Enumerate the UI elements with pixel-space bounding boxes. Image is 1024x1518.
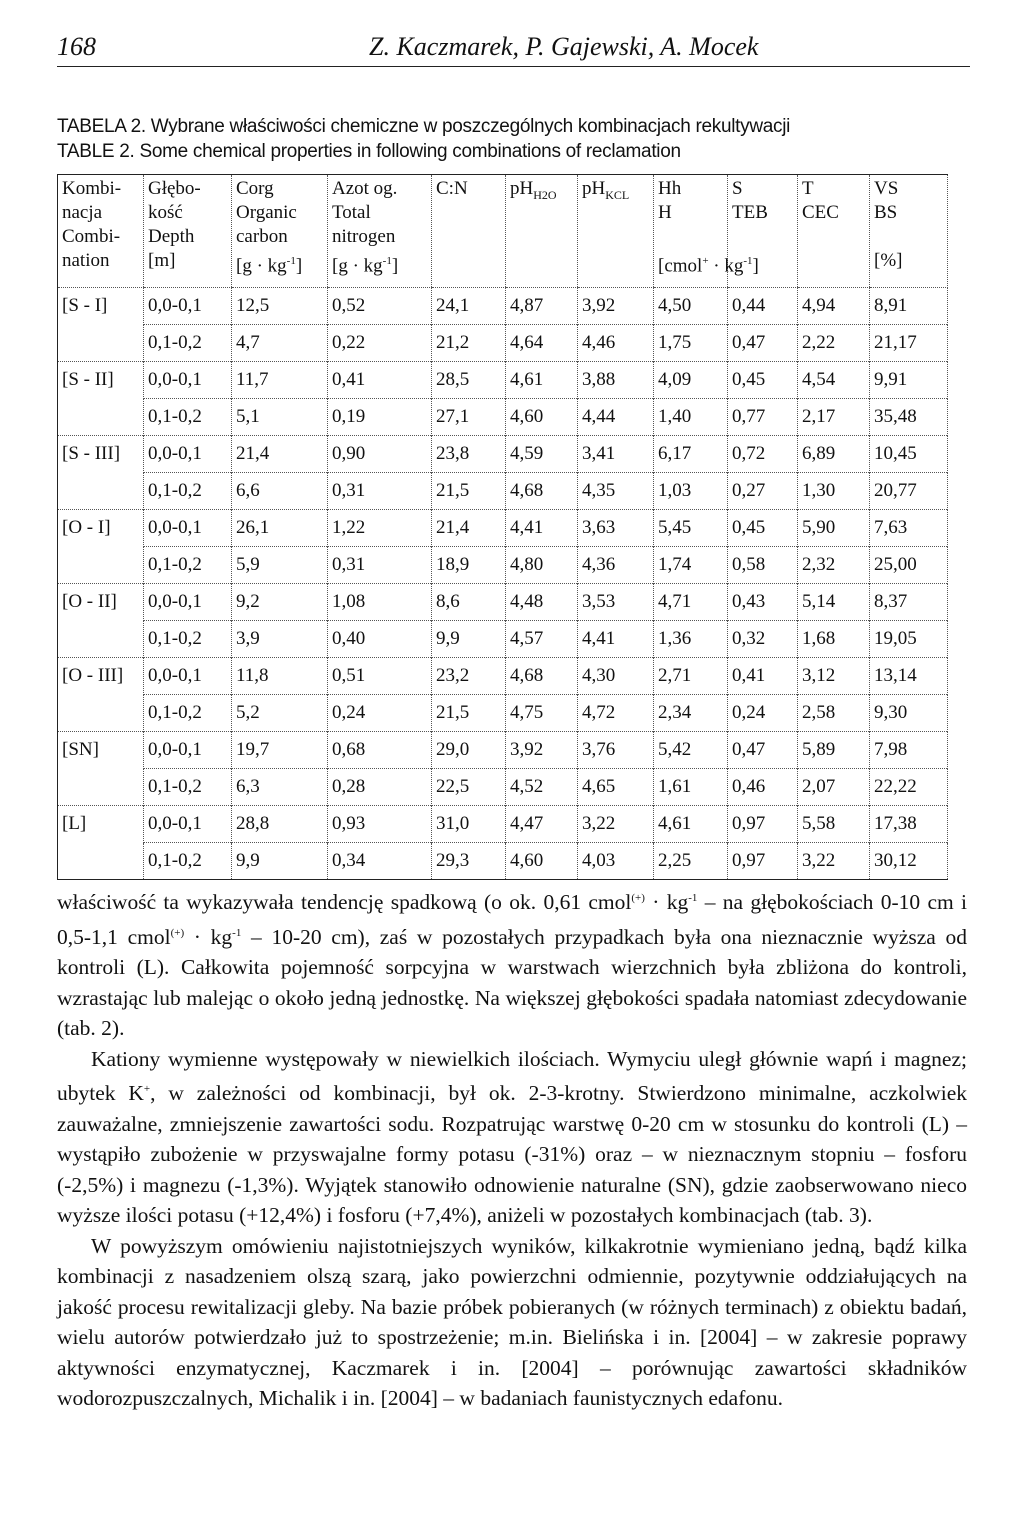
- cell-base-saturation: 13,14: [870, 658, 948, 695]
- cell-cec: 2,17: [798, 399, 870, 436]
- cell-ph-kcl: 3,76: [578, 732, 654, 769]
- cell-organic-carbon: 12,5: [232, 288, 328, 325]
- table-row: [58, 769, 948, 806]
- cell-teb: 0,45: [728, 362, 798, 399]
- cell-organic-carbon: 19,7: [232, 732, 328, 769]
- cell-cec: 2,07: [798, 769, 870, 806]
- cell-teb: 0,27: [728, 473, 798, 510]
- cell-depth: 0,1-0,2: [144, 473, 232, 510]
- cell-total-nitrogen: 0,51: [328, 658, 432, 695]
- header-teb: S TEB: [728, 175, 798, 288]
- paragraph-1: właściwość ta wykazywała tendencję spadkową (o ok. 0,61 cmol(+) · $kg^{-1}$ – na głębokościach 0-10 cm i 0,5-1,1 cmol(+) · $kg^{-1} - 10-20$ cm), zaś w pozostałych przypadkach była ona nieznacznie wyższa od kontroli (L). Całkowita pojemność sorpcyjna w warstwach wierzchnich była zbliżona do kontroli, wzrastając lub malejąc o około jedną jednostkę. Na większej głębokości spadała natomiast zdecydowanie (tab. 2).: [57, 890, 967, 1041]
- cell-depth: 0,0-0,1: [144, 658, 232, 695]
- cell-ph-h2o: 4,60: [506, 399, 578, 436]
- cell-combination: [S - I]: [58, 288, 144, 325]
- cell-ph-kcl: 4,72: [578, 695, 654, 732]
- header-cn-ratio: C:N: [432, 175, 506, 288]
- cell-organic-carbon: 3,9: [232, 621, 328, 658]
- cell-organic-carbon: 5,1: [232, 399, 328, 436]
- paragraph-3: W powyższym omówieniu najistotniejszych wyników, kilkakrotnie wymieniano jedną, bądź kilka kombinacji z nasadzeniem olszą szarą, jako powierzchni odmiennie, pozytywnie oddziałujących na jakość procesu rewitalizacji gleby. Na bazie próbek pobieranych (w różnych terminach) z obiektu badań, wielu autorów potwierdzało już to spostrzeżenie; m.in. Bielińska i in. [2004] – w zakresie poprawy aktywności enzymatycznej, Kaczmarek i in. [2004] – porównując zawartości składników wodorozpuszczalnych, Michalik i in. [2004] – w badaniach faunistycznych edafonu.: [57, 1233, 967, 1411]
- cell-combination: [58, 473, 144, 510]
- header-combination: Kombi- nacja Combi- nation: [58, 175, 144, 288]
- cell-combination: [58, 399, 144, 436]
- cell-teb: 0,44: [728, 288, 798, 325]
- cell-cn-ratio: 21,5: [432, 695, 506, 732]
- cell-cec: 5,58: [798, 806, 870, 843]
- cell-base-saturation: 10,45: [870, 436, 948, 473]
- cell-organic-carbon: 9,2: [232, 584, 328, 621]
- cell-cec: 6,89: [798, 436, 870, 473]
- cell-hydrolytic-acidity: 4,61: [654, 806, 728, 843]
- table-row: [58, 843, 948, 880]
- header-unit-cmol: [cmol+ · $kg^{-1}$]: [658, 255, 759, 277]
- cell-combination: [58, 621, 144, 658]
- cell-cn-ratio: 28,5: [432, 362, 506, 399]
- cell-total-nitrogen: 0,24: [328, 695, 432, 732]
- cell-combination: [O - II]: [58, 584, 144, 621]
- cell-cn-ratio: 9,9: [432, 621, 506, 658]
- cell-cn-ratio: 24,1: [432, 288, 506, 325]
- cell-ph-kcl: 3,22: [578, 806, 654, 843]
- cell-cec: 4,54: [798, 362, 870, 399]
- header-unit-percent: [%]: [874, 250, 903, 271]
- cell-hydrolytic-acidity: 2,34: [654, 695, 728, 732]
- table-caption-polish: TABELA 2. Wybrane właściwości chemiczne w poszczególnych kombinacjach rekultywacji: [57, 116, 791, 137]
- cell-total-nitrogen: 0,41: [328, 362, 432, 399]
- running-header: [57, 30, 970, 67]
- cell-base-saturation: 17,38: [870, 806, 948, 843]
- cell-hydrolytic-acidity: 6,17: [654, 436, 728, 473]
- cell-base-saturation: 8,37: [870, 584, 948, 621]
- cell-depth: 0,1-0,2: [144, 547, 232, 584]
- cell-ph-h2o: 4,57: [506, 621, 578, 658]
- cell-combination: [S - III]: [58, 436, 144, 473]
- cell-depth: 0,0-0,1: [144, 806, 232, 843]
- cell-ph-kcl: 3,88: [578, 362, 654, 399]
- cell-organic-carbon: 4,7: [232, 325, 328, 362]
- cell-total-nitrogen: 0,31: [328, 547, 432, 584]
- cell-hydrolytic-acidity: 4,50: [654, 288, 728, 325]
- cell-ph-kcl: 4,44: [578, 399, 654, 436]
- cell-depth: 0,1-0,2: [144, 399, 232, 436]
- cell-combination: [O - III]: [58, 658, 144, 695]
- cell-depth: 0,1-0,2: [144, 325, 232, 362]
- cell-depth: 0,0-0,1: [144, 584, 232, 621]
- running-title: Z. Kaczmarek, P. Gajewski, A. Mocek: [369, 32, 759, 61]
- cell-teb: 0,97: [728, 806, 798, 843]
- cell-combination: [58, 325, 144, 362]
- cell-hydrolytic-acidity: 1,75: [654, 325, 728, 362]
- cell-ph-h2o: 4,52: [506, 769, 578, 806]
- cell-cec: 1,30: [798, 473, 870, 510]
- cell-cn-ratio: 23,8: [432, 436, 506, 473]
- header-total-nitrogen: Azot og. Total nitrogen $[g \cdot kg^{-1}]$: [328, 175, 432, 288]
- cell-teb: 0,41: [728, 658, 798, 695]
- cell-ph-h2o: 4,59: [506, 436, 578, 473]
- cell-combination: [O - I]: [58, 510, 144, 547]
- cell-ph-h2o: 4,64: [506, 325, 578, 362]
- header-cec: T CEC: [798, 175, 870, 288]
- cell-cec: 2,32: [798, 547, 870, 584]
- cell-teb: 0,97: [728, 843, 798, 880]
- cell-total-nitrogen: 0,28: [328, 769, 432, 806]
- cell-depth: 0,0-0,1: [144, 732, 232, 769]
- cell-cec: 3,22: [798, 843, 870, 880]
- cell-ph-h2o: 4,61: [506, 362, 578, 399]
- cell-base-saturation: 22,22: [870, 769, 948, 806]
- cell-ph-kcl: 3,41: [578, 436, 654, 473]
- cell-ph-h2o: 4,68: [506, 658, 578, 695]
- table-row: [58, 621, 948, 658]
- cell-cec: 2,58: [798, 695, 870, 732]
- table-row: [58, 658, 948, 695]
- cell-ph-h2o: 4,68: [506, 473, 578, 510]
- cell-total-nitrogen: 1,08: [328, 584, 432, 621]
- cell-base-saturation: 8,91: [870, 288, 948, 325]
- cell-ph-h2o: 3,92: [506, 732, 578, 769]
- cell-organic-carbon: 5,9: [232, 547, 328, 584]
- cell-hydrolytic-acidity: 2,71: [654, 658, 728, 695]
- cell-total-nitrogen: 0,22: [328, 325, 432, 362]
- table-row: [58, 362, 948, 399]
- cell-organic-carbon: 26,1: [232, 510, 328, 547]
- table-caption-english: TABLE 2. Some chemical properties in following combinations of reclamation: [57, 141, 681, 162]
- table-row: [58, 510, 948, 547]
- cell-depth: 0,1-0,2: [144, 621, 232, 658]
- table-row: [58, 325, 948, 362]
- cell-cn-ratio: 29,3: [432, 843, 506, 880]
- cell-hydrolytic-acidity: 1,40: [654, 399, 728, 436]
- table-row: [58, 806, 948, 843]
- cell-base-saturation: 9,30: [870, 695, 948, 732]
- cell-organic-carbon: 9,9: [232, 843, 328, 880]
- cell-teb: 0,46: [728, 769, 798, 806]
- cell-base-saturation: 9,91: [870, 362, 948, 399]
- cell-depth: 0,0-0,1: [144, 288, 232, 325]
- cell-cec: 5,90: [798, 510, 870, 547]
- cell-cec: 4,94: [798, 288, 870, 325]
- cell-combination: [58, 769, 144, 806]
- cell-cn-ratio: 21,5: [432, 473, 506, 510]
- cell-ph-kcl: 3,63: [578, 510, 654, 547]
- cell-cec: 2,22: [798, 325, 870, 362]
- cell-total-nitrogen: 0,90: [328, 436, 432, 473]
- cell-cn-ratio: 18,9: [432, 547, 506, 584]
- header-hydrolytic-acidity: Hh H [cmol+ · $kg^{-1}$]: [654, 175, 728, 288]
- header-ph-h2o: $pH_{H2O}$: [506, 175, 578, 288]
- cell-hydrolytic-acidity: 5,45: [654, 510, 728, 547]
- cell-cn-ratio: 21,4: [432, 510, 506, 547]
- cell-ph-kcl: 4,30: [578, 658, 654, 695]
- header-depth: Głębo- kość Depth [m]: [144, 175, 232, 288]
- cell-combination: [S - II]: [58, 362, 144, 399]
- cell-ph-kcl: 4,03: [578, 843, 654, 880]
- cell-cn-ratio: 21,2: [432, 325, 506, 362]
- cell-organic-carbon: 11,7: [232, 362, 328, 399]
- cell-ph-kcl: 4,41: [578, 621, 654, 658]
- cell-total-nitrogen: 0,34: [328, 843, 432, 880]
- cell-depth: 0,0-0,1: [144, 510, 232, 547]
- cell-depth: 0,1-0,2: [144, 843, 232, 880]
- cell-ph-kcl: 4,46: [578, 325, 654, 362]
- cell-ph-kcl: 3,53: [578, 584, 654, 621]
- cell-ph-kcl: 3,92: [578, 288, 654, 325]
- paragraph-2: Kationy wymienne występowały w niewielkich ilościach. Wymyciu uległ głównie wapń i magnez; ubytek K+, w zależności od kombinacji, był ok. 2-3-krotny. Stwierdzono minimalne, aczkolwiek zauważalne, zmniejszenie zawartości sodu. Rozpatrując warstwę 0-20 cm w stosunku do kontroli (L) – wystąpiło zubożenie w przyswajalne formy potasu (-31%) oraz – w nieznacznym stopniu – fosforu (-2,5%) i magnezu (-1,3%). Wyjątek stanowiło odnowienie naturalne (SN), gdzie zaobserwowano nieco wyższe ilości potasu (+12,4%) i fosforu (+7,4%), aniżeli w pozostałych kombinacjach (tab. 3).: [57, 1046, 968, 1228]
- header-base-saturation: VS BS [%]: [870, 175, 948, 288]
- cell-hydrolytic-acidity: 1,74: [654, 547, 728, 584]
- table-row: [58, 399, 948, 436]
- cell-base-saturation: 7,98: [870, 732, 948, 769]
- cell-total-nitrogen: 0,93: [328, 806, 432, 843]
- table-row: [58, 288, 948, 325]
- cell-cec: 1,68: [798, 621, 870, 658]
- cell-hydrolytic-acidity: 2,25: [654, 843, 728, 880]
- cell-combination: [L]: [58, 806, 144, 843]
- cell-base-saturation: 30,12: [870, 843, 948, 880]
- page-number: 168: [57, 32, 96, 61]
- body-text: [57, 883, 967, 1414]
- cell-ph-h2o: 4,48: [506, 584, 578, 621]
- cell-organic-carbon: 6,3: [232, 769, 328, 806]
- cell-cec: 5,14: [798, 584, 870, 621]
- cell-ph-h2o: 4,80: [506, 547, 578, 584]
- cell-base-saturation: 19,05: [870, 621, 948, 658]
- cell-ph-kcl: 4,65: [578, 769, 654, 806]
- cell-cn-ratio: 23,2: [432, 658, 506, 695]
- cell-base-saturation: 20,77: [870, 473, 948, 510]
- table-row: [58, 732, 948, 769]
- cell-hydrolytic-acidity: 5,42: [654, 732, 728, 769]
- table-row: [58, 695, 948, 732]
- cell-hydrolytic-acidity: 1,03: [654, 473, 728, 510]
- cell-base-saturation: 25,00: [870, 547, 948, 584]
- header-ph-kcl: $pH_{KCL}$: [578, 175, 654, 288]
- chemical-properties-table: [57, 174, 947, 880]
- cell-teb: 0,43: [728, 584, 798, 621]
- cell-ph-h2o: 4,41: [506, 510, 578, 547]
- cell-cn-ratio: 31,0: [432, 806, 506, 843]
- cell-teb: 0,72: [728, 436, 798, 473]
- cell-teb: 0,45: [728, 510, 798, 547]
- cell-ph-h2o: 4,75: [506, 695, 578, 732]
- cell-teb: 0,32: [728, 621, 798, 658]
- cell-total-nitrogen: 0,68: [328, 732, 432, 769]
- table-row: [58, 436, 948, 473]
- cell-organic-carbon: 6,6: [232, 473, 328, 510]
- cell-combination: [58, 695, 144, 732]
- cell-ph-h2o: 4,47: [506, 806, 578, 843]
- cell-cn-ratio: 8,6: [432, 584, 506, 621]
- cell-hydrolytic-acidity: 4,71: [654, 584, 728, 621]
- cell-base-saturation: 35,48: [870, 399, 948, 436]
- cell-total-nitrogen: 0,40: [328, 621, 432, 658]
- cell-total-nitrogen: 1,22: [328, 510, 432, 547]
- table-row: [58, 473, 948, 510]
- cell-teb: 0,47: [728, 732, 798, 769]
- cell-organic-carbon: 21,4: [232, 436, 328, 473]
- cell-depth: 0,1-0,2: [144, 769, 232, 806]
- cell-base-saturation: 21,17: [870, 325, 948, 362]
- cell-depth: 0,0-0,1: [144, 362, 232, 399]
- cell-ph-kcl: 4,35: [578, 473, 654, 510]
- cell-cn-ratio: 22,5: [432, 769, 506, 806]
- cell-ph-kcl: 4,36: [578, 547, 654, 584]
- cell-teb: 0,47: [728, 325, 798, 362]
- cell-hydrolytic-acidity: 1,61: [654, 769, 728, 806]
- cell-depth: 0,1-0,2: [144, 695, 232, 732]
- cell-total-nitrogen: 0,52: [328, 288, 432, 325]
- cell-combination: [58, 843, 144, 880]
- table-row: [58, 547, 948, 584]
- table-row: [58, 584, 948, 621]
- cell-teb: 0,77: [728, 399, 798, 436]
- cell-cn-ratio: 29,0: [432, 732, 506, 769]
- cell-depth: 0,0-0,1: [144, 436, 232, 473]
- cell-total-nitrogen: 0,19: [328, 399, 432, 436]
- table-header-row: [58, 175, 948, 288]
- cell-organic-carbon: 28,8: [232, 806, 328, 843]
- cell-hydrolytic-acidity: 1,36: [654, 621, 728, 658]
- cell-teb: 0,58: [728, 547, 798, 584]
- cell-teb: 0,24: [728, 695, 798, 732]
- cell-base-saturation: 7,63: [870, 510, 948, 547]
- cell-combination: [58, 547, 144, 584]
- header-organic-carbon: Corg Organic carbon $[g \cdot kg^{-1}]$: [232, 175, 328, 288]
- cell-combination: [SN]: [58, 732, 144, 769]
- cell-cec: 5,89: [798, 732, 870, 769]
- cell-cn-ratio: 27,1: [432, 399, 506, 436]
- cell-organic-carbon: 5,2: [232, 695, 328, 732]
- cell-total-nitrogen: 0,31: [328, 473, 432, 510]
- cell-ph-h2o: 4,87: [506, 288, 578, 325]
- cell-ph-h2o: 4,60: [506, 843, 578, 880]
- cell-hydrolytic-acidity: 4,09: [654, 362, 728, 399]
- cell-cec: 3,12: [798, 658, 870, 695]
- table-body: [58, 288, 948, 880]
- cell-organic-carbon: 11,8: [232, 658, 328, 695]
